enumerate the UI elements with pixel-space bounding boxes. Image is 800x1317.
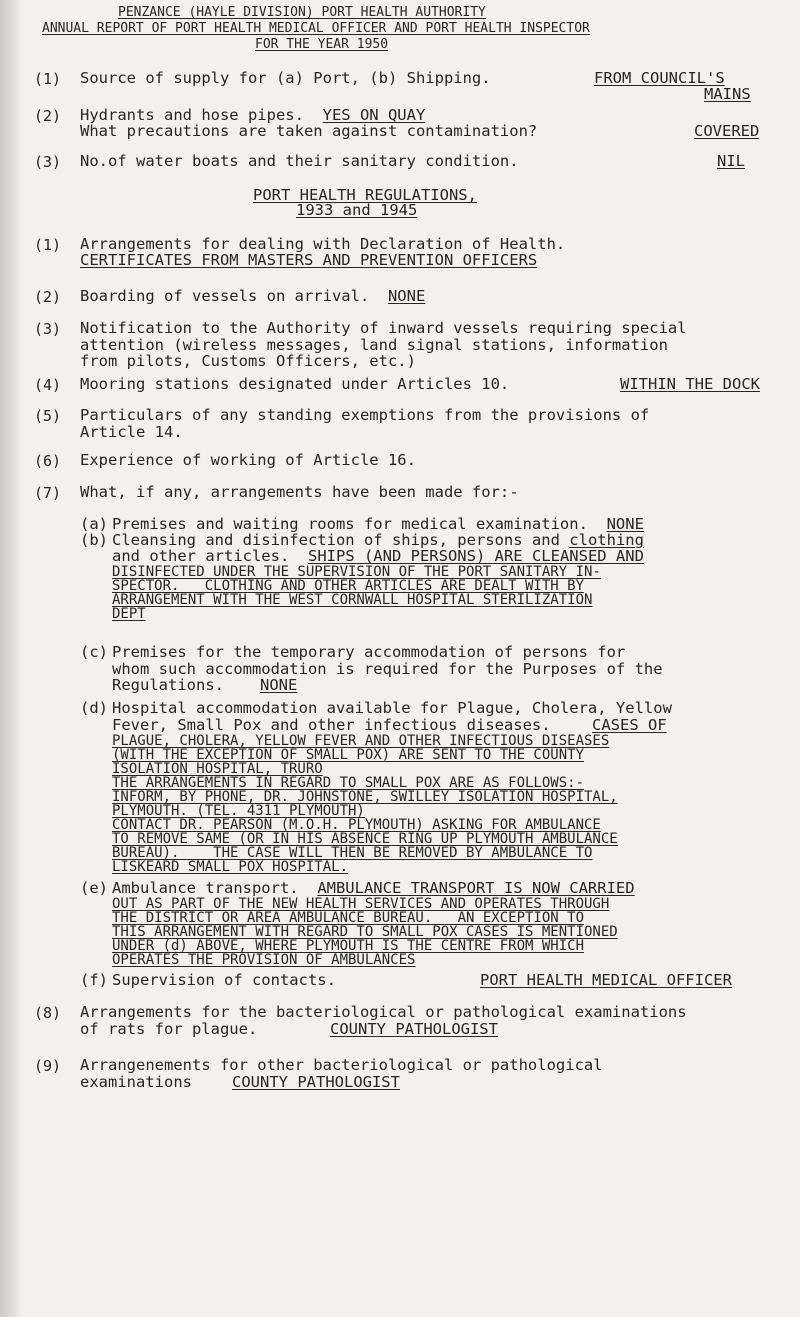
sub-d-answer-line: THE ARRANGEMENTS IN REGARD TO SMALL POX ARE AS FOLLOWS:-: [112, 775, 585, 791]
reg-3-number: (3): [34, 320, 62, 338]
water-2-answer: [694, 123, 759, 139]
reg-4-question: Mooring stations designated under Articles 10.: [80, 375, 510, 393]
water-2-number: (2): [34, 107, 62, 125]
sub-d-inline-answer: [592, 717, 667, 733]
header-line-2: [42, 22, 590, 35]
water-2-inline-answer: YES ON QUAY: [322, 106, 426, 124]
water-1-number: (1): [34, 70, 62, 88]
sub-e-label: (e): [80, 879, 108, 897]
water-3-answer-text: NIL: [717, 152, 745, 170]
sub-b-answer-line: DEPT: [112, 606, 146, 622]
header-authority: PENZANCE (HAYLE DIVISION) PORT HEALTH AUTHORITY: [118, 5, 486, 20]
sub-d-label: (d): [80, 699, 108, 717]
reg-7-question: What, if any, arrangements have been made for:-: [80, 483, 519, 501]
water-1-answer-2: [704, 86, 751, 102]
item-9-question: Arrangenements for other bacteriological or pathological examinations: [80, 1056, 603, 1091]
sub-b-answer-block: [112, 565, 601, 621]
reg-4-answer-text: WITHIN THE DOCK: [620, 375, 760, 393]
item-8-question: Arrangements for the bacteriological or pathological examinations of rats for plague.: [80, 1003, 687, 1038]
sub-c-label: (c): [80, 643, 108, 661]
item-8-answer: [330, 1021, 498, 1037]
sub-d-answer-line: INFORM, BY PHONE, DR. JOHNSTONE, SWILLEY ISOLATION HOSPITAL,: [112, 789, 618, 805]
sub-a-question: [112, 516, 644, 532]
sub-d-answer-line: LISKEARD SMALL POX HOSPITAL.: [112, 859, 349, 875]
sub-d-inline-answer-text: CASES OF: [592, 716, 667, 734]
sub-b-label: (b): [80, 531, 108, 549]
sub-b-text: Cleansing and disinfection of ships, persons and: [112, 531, 560, 549]
sub-d-answer-line: CONTACT DR. PEARSON (M.O.H. PLYMOUTH) ASKING FOR AMBULANCE: [112, 817, 601, 833]
sub-f-label: (f): [80, 971, 108, 989]
sub-e-answer-line: THIS ARRANGEMENT WITH REGARD TO SMALL POX CASES IS MENTIONED: [112, 924, 618, 940]
water-2-question-2: What precautions are taken against contamination?: [80, 122, 538, 140]
reg-1-answer: [80, 252, 537, 268]
sub-d-answer-line: ISOLATION HOSPITAL, TRURO: [112, 761, 323, 777]
header-report-title: ANNUAL REPORT OF PORT HEALTH MEDICAL OFFICER AND PORT HEALTH INSPECTOR: [42, 21, 590, 36]
reg-6-question: Experience of working of Article 16.: [80, 451, 416, 469]
sub-e-answer-block: [112, 897, 618, 967]
sub-d-question: Hospital accommodation available for Plague, Cholera, Yellow Fever, Small Pox and other infectious diseases.: [112, 699, 672, 734]
reg-2-question: [80, 288, 425, 304]
sub-b-text-2: and other articles.: [112, 547, 290, 565]
sub-d-answer-line: TO REMOVE SAME (OR IN HIS ABSENCE RING UP PLYMOUTH AMBULANCE: [112, 831, 618, 847]
water-2-question-text: Hydrants and hose pipes.: [80, 106, 304, 124]
sub-d-answer-line: PLAGUE, CHOLERA, YELLOW FEVER AND OTHER INFECTIOUS DISEASES: [112, 733, 610, 749]
sub-e-answer-line: UNDER (d) ABOVE, WHERE PLYMOUTH IS THE CENTRE FROM WHICH: [112, 938, 585, 954]
sub-c-answer: [260, 677, 297, 693]
reg-4-number: (4): [34, 376, 62, 394]
water-1-answer: [594, 70, 725, 86]
sub-f-question: Supervision of contacts.: [112, 971, 336, 989]
water-3-question: No.of water boats and their sanitary condition.: [80, 152, 519, 170]
sub-b-answer-line: SPECTOR. CLOTHING AND OTHER ARTICLES ARE DEALT WITH BY: [112, 578, 585, 594]
item-8-answer-text: COUNTY PATHOLOGIST: [330, 1020, 498, 1038]
reg-2-number: (2): [34, 288, 62, 306]
sub-b-answer-line: DISINFECTED UNDER THE SUPERVISION OF THE PORT SANITARY IN-: [112, 564, 601, 580]
sub-d-answer-block: [112, 734, 618, 874]
header-year: FOR THE YEAR 1950: [255, 37, 389, 52]
header-line-1: [118, 6, 486, 19]
sub-a-answer: NONE: [606, 515, 644, 533]
sub-a-text: Premises and waiting rooms for medical examination.: [112, 515, 588, 533]
page-edge-shadow: [0, 0, 20, 1317]
water-3-answer: [717, 153, 745, 169]
sub-e-answer-line: THE DISTRICT OR AREA AMBULANCE BUREAU. AN EXCEPTION TO: [112, 910, 585, 926]
reg-7-number: (7): [34, 484, 62, 502]
item-9-number: (9): [34, 1057, 62, 1075]
reg-1-question: Arrangements for dealing with Declaration of Health.: [80, 235, 566, 253]
item-9-answer: [232, 1074, 400, 1090]
reg-5-question: Particulars of any standing exemptions from the provisions of Article 14.: [80, 406, 650, 441]
water-3-number: (3): [34, 153, 62, 171]
sub-e-text: Ambulance transport.: [112, 879, 299, 897]
sub-e-question: [112, 880, 635, 896]
sub-e-answer-line: OPERATES THE PROVISION OF AMBULANCES: [112, 952, 416, 968]
reg-4-answer: [620, 376, 760, 392]
item-9-answer-text: COUNTY PATHOLOGIST: [232, 1073, 400, 1091]
regs-heading-2: [296, 202, 417, 218]
sub-b-inline-answer: clothing: [569, 531, 644, 549]
sub-d-answer-line: PLYMOUTH. (TEL. 4311 PLYMOUTH): [112, 803, 365, 819]
item-8-number: (8): [34, 1004, 62, 1022]
regs-heading-years: 1933 and 1945: [296, 201, 418, 219]
water-1-answer-text: FROM COUNCIL'S: [594, 69, 725, 87]
reg-2-question-text: Boarding of vessels on arrival.: [80, 287, 370, 305]
water-2-question: [80, 107, 425, 123]
reg-3-question: Notification to the Authority of inward vessels requiring special attention (wireless messages, land signal stations, information from pilots, Customs Officers, etc.): [80, 319, 687, 370]
sub-b-answer-line: SHIPS (AND PERSONS) ARE CLEANSED AND: [307, 547, 644, 565]
water-1-answer-text-2: MAINS: [704, 85, 751, 103]
reg-2-answer-text: NONE: [387, 287, 426, 305]
sub-b-question-2: [112, 548, 644, 564]
reg-6-number: (6): [34, 452, 62, 470]
water-1-question: Source of supply for (a) Port, (b) Shipping.: [80, 69, 491, 87]
sub-b-answer-line: ARRANGEMENT WITH THE WEST CORNWALL HOSPITAL STERILIZATION: [112, 592, 593, 608]
header-line-3: [255, 38, 388, 51]
sub-e-inline-answer: AMBULANCE TRANSPORT IS NOW CARRIED: [317, 879, 635, 897]
sub-b-question: [112, 532, 644, 548]
sub-e-answer-line: OUT AS PART OF THE NEW HEALTH SERVICES AND OPERATES THROUGH: [112, 896, 610, 912]
sub-c-answer-text: NONE: [260, 676, 298, 694]
sub-d-answer-line: BUREAU). THE CASE WILL THEN BE REMOVED BY AMBULANCE TO: [112, 845, 593, 861]
reg-5-number: (5): [34, 407, 62, 425]
sub-a-label: (a): [80, 515, 108, 533]
sub-d-answer-line: (WITH THE EXCEPTION OF SMALL POX) ARE SENT TO THE COUNTY: [112, 747, 585, 763]
sub-f-answer: [480, 972, 732, 988]
regs-heading-text: PORT HEALTH REGULATIONS,: [253, 186, 477, 204]
reg-1-number: (1): [34, 236, 62, 254]
sub-c-question: Premises for the temporary accommodation of persons for whom such accommodation is required for the Purposes of the Regulations.: [112, 643, 663, 694]
reg-1-answer-text: CERTIFICATES FROM MASTERS AND PREVENTION OFFICERS: [80, 251, 538, 269]
water-2-answer-text: COVERED: [694, 122, 760, 140]
sub-f-answer-text: PORT HEALTH MEDICAL OFFICER: [480, 971, 732, 989]
